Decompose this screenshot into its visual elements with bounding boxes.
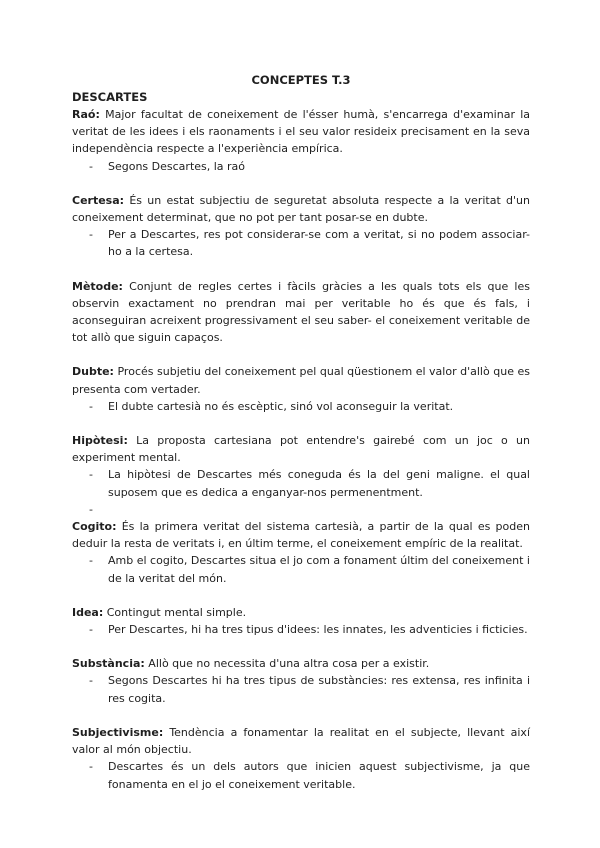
concept-entry-certesa — [72, 192, 530, 261]
concept-entry-substancia — [72, 655, 530, 707]
list-item: - Per Descartes, hi ha tres tipus d'idees: les innates, les adventicies i ficticies. — [72, 621, 530, 638]
concept-paragraph — [72, 192, 530, 226]
concept-definition: Contingut mental simple. — [103, 605, 247, 619]
bullet-list — [72, 672, 530, 706]
concept-term: Subjectivisme: — [72, 725, 164, 739]
dash-bullet-icon: - — [89, 623, 93, 637]
concept-paragraph — [72, 518, 530, 552]
concept-term: Cogito: — [72, 520, 117, 534]
list-item: - El dubte cartesià no és escèptic, sinó vol aconseguir la veritat. — [72, 398, 530, 415]
bullet-list — [72, 226, 530, 260]
list-item: - Segons Descartes hi ha tres tipus de substàncies: res extensa, res infinita i res cogita. — [89, 674, 530, 705]
concept-term: Hipòtesi: — [72, 434, 128, 448]
concept-term: Mètode: — [72, 279, 123, 293]
bullet-list — [72, 158, 530, 175]
concept-entry-metode — [72, 278, 530, 347]
concept-paragraph — [72, 432, 530, 466]
concept-paragraph — [72, 604, 530, 621]
concept-definition: Tendència a fonamentar la realitat en el subjecte, llevant així valor al món objectiu. — [72, 725, 530, 757]
dash-bullet-icon: - — [89, 554, 93, 568]
concept-term: Certesa: — [72, 193, 125, 207]
list-item — [72, 501, 530, 518]
concept-definition: Procés subjetiu del coneixement pel qual qüestionem el valor d'allò que es presenta com vertader. — [72, 365, 530, 396]
concept-term: Raó: — [72, 108, 100, 121]
concept-paragraph — [72, 278, 530, 347]
concept-definition: Allò que no necessita d'una altra cosa per a existir. — [144, 657, 430, 671]
concept-definition: Major facultat de coneixement de l'ésser humà, s'encarrega d'examinar la veritat de les idees i els raonaments i el seu valor resideix precisament en la seva independència respecte a l'experiència empírica. — [72, 108, 530, 156]
concept-entry-cogito — [72, 518, 530, 587]
document-page — [72, 72, 530, 810]
concept-entry-dubte — [72, 363, 530, 415]
concept-entry-idea — [72, 604, 530, 638]
concept-term: Idea: — [72, 605, 104, 619]
dash-bullet-icon: - — [89, 760, 93, 774]
concept-term: Substància: — [72, 657, 145, 671]
bullet-list — [72, 621, 530, 638]
bullet-list — [72, 398, 530, 415]
concept-paragraph — [72, 363, 530, 397]
concept-entry-subjectivisme — [72, 724, 530, 793]
concept-term: Dubte: — [72, 365, 114, 379]
list-item: - Segons Descartes, la raó — [72, 158, 530, 175]
dash-bullet-icon: - — [89, 502, 93, 516]
list-item: - Per a Descartes, res pot considerar-se com a veritat, si no podem associar-ho a la certesa. — [89, 228, 530, 259]
dash-bullet-icon: - — [89, 159, 93, 173]
concept-paragraph — [72, 655, 530, 672]
bullet-list — [72, 758, 530, 792]
section-heading: DESCARTES — [72, 90, 148, 104]
concept-definition: És la primera veritat del sistema cartesià, a partir de la qual es poden deduir la resta de veritats i, en últim terme, el coneixement empíric de la realitat. — [72, 520, 530, 551]
concept-paragraph — [72, 106, 530, 158]
dash-bullet-icon: - — [89, 468, 93, 482]
concept-definition: Conjunt de regles certes i fàcils gràcies a les quals tots els que les observin exactament no prendran mai per veritable ho és que és fals, i aconseguiran acreixent progressivament el seu saber- el coneixement veritable de tot allò que siguin capaços. — [72, 279, 530, 345]
page-title: CONCEPTES T.3 — [251, 73, 351, 87]
concept-definition: La proposta cartesiana pot entendre's gairebé com un joc o un experiment mental. — [72, 434, 530, 465]
list-item: - Amb el cogito, Descartes situa el jo com a fonament últim del coneixement i de la veritat del món. — [89, 554, 530, 585]
dash-bullet-icon: - — [89, 399, 93, 413]
concept-paragraph — [72, 724, 530, 758]
bullet-list — [72, 552, 530, 586]
dash-bullet-icon: - — [89, 228, 93, 242]
list-item: - La hipòtesi de Descartes més coneguda és la del geni maligne. el qual suposem que es dedica a enganyar-nos permenentment. — [89, 468, 530, 499]
concept-entry-rao — [72, 106, 530, 175]
concept-definition: És un estat subjectiu de seguretat absoluta respecte a la veritat d'un coneixement determinat, que no pot per tant posar-se en dubte. — [72, 193, 530, 225]
list-item: - Descartes és un dels autors que inicien aquest subjectivisme, ja que fonamenta en el jo el coneixement veritable. — [89, 760, 530, 791]
bullet-list — [72, 466, 530, 518]
concept-entry-hipotesi — [72, 432, 530, 518]
dash-bullet-icon: - — [89, 674, 93, 688]
